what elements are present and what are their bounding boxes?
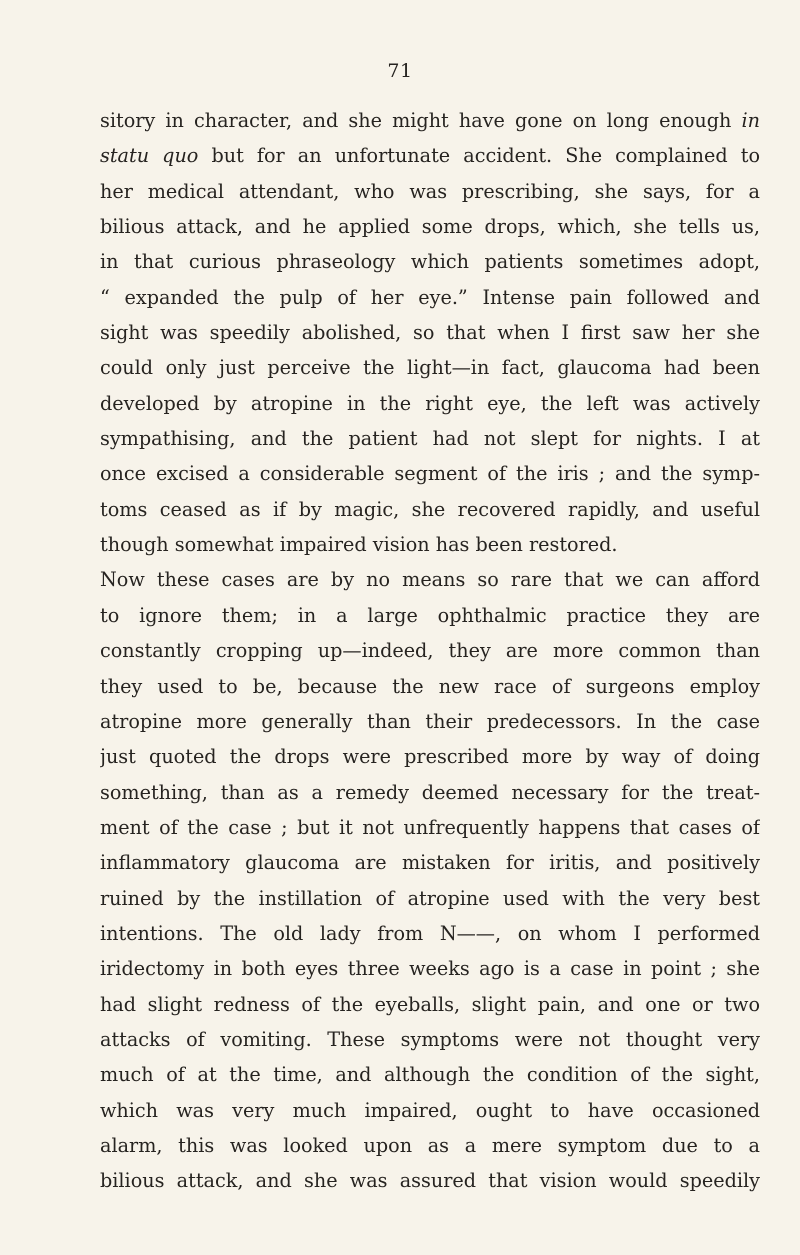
text-run: constantly cropping up—indeed, they are more common than xyxy=(100,639,760,663)
text-line xyxy=(100,987,760,1022)
text-run: in that curious phraseology which patients sometimes adopt, xyxy=(100,250,760,274)
text-line xyxy=(100,350,760,385)
text-line xyxy=(100,951,760,986)
text-line xyxy=(100,386,760,421)
text-run: toms ceased as if by magic, she recovered rapidly, and useful xyxy=(100,497,760,521)
body-text xyxy=(100,103,760,1199)
text-run: sitory in character, and she might have gone on long enough xyxy=(100,109,742,132)
text-line xyxy=(100,315,760,350)
text-run: attacks of vomiting. These symptoms were not thought very xyxy=(100,1027,760,1051)
text-line xyxy=(100,209,760,244)
page-number: 71 xyxy=(387,60,413,82)
text-line xyxy=(100,421,760,456)
italic-text-run: in xyxy=(741,109,760,132)
text-run: sight was speedily abolished, so that when I first saw her she xyxy=(100,321,760,345)
text-line xyxy=(100,244,760,279)
text-run: bilious attack, and he applied some drops, which, she tells us, xyxy=(100,215,760,239)
text-line xyxy=(100,598,760,633)
text-line xyxy=(100,456,760,491)
text-run: they used to be, because the new race of surgeons employ xyxy=(100,674,760,698)
text-run: had slight redness of the eyeballs, slight pain, and one or two xyxy=(100,992,760,1016)
text-line xyxy=(100,492,760,527)
text-line xyxy=(100,174,760,209)
text-line xyxy=(100,1057,760,1092)
text-run: something, than as a remedy deemed necessary for the treat- xyxy=(100,780,760,804)
text-line xyxy=(100,562,760,597)
italic-text-run: statu quo xyxy=(100,144,199,168)
text-line xyxy=(100,916,760,951)
text-line xyxy=(100,845,760,880)
text-run: alarm, this was looked upon as a mere symptom due to a xyxy=(100,1133,760,1157)
text-run: much of at the time, and although the condition of the sight, xyxy=(100,1063,760,1087)
text-line xyxy=(100,810,760,845)
text-run: though somewhat impaired vision has been restored. xyxy=(100,533,618,557)
text-line xyxy=(100,739,760,774)
text-line xyxy=(100,280,760,315)
text-line xyxy=(100,633,760,668)
text-run: inflammatory glaucoma are mistaken for iritis, and positively xyxy=(100,851,760,875)
text-run: sympathising, and the patient had not slept for nights. I at xyxy=(100,427,760,451)
text-line xyxy=(100,1022,760,1057)
text-run: atropine more generally than their predecessors. In the case xyxy=(100,709,760,733)
text-run: bilious attack, and she was assured that vision would speedily xyxy=(100,1169,760,1193)
text-line xyxy=(100,1163,760,1198)
text-run: intentions. The old lady from N——, on whom I performed xyxy=(100,921,760,945)
text-run: to ignore them; in a large ophthalmic practice they are xyxy=(100,603,760,627)
text-run: Now these cases are by no means so rare that we can afford xyxy=(100,568,760,592)
text-run: once excised a considerable segment of the iris ; and the symp- xyxy=(100,462,760,486)
text-run: iridectomy in both eyes three weeks ago is a case in point ; she xyxy=(100,957,760,981)
text-line xyxy=(100,138,760,173)
text-run: could only just perceive the light—in fact, glaucoma had been xyxy=(100,356,760,380)
text-run: ment of the case ; but it not unfrequently happens that cases of xyxy=(100,815,760,839)
text-line xyxy=(100,1093,760,1128)
text-run: her medical attendant, who was prescribing, she says, for a xyxy=(100,179,760,203)
text-run: but for an unfortunate accident. She complained to xyxy=(198,144,760,168)
text-line xyxy=(100,103,760,138)
text-line xyxy=(100,1128,760,1163)
text-run: just quoted the drops were prescribed more by way of doing xyxy=(100,745,760,769)
text-run: “ expanded the pulp of her eye.” Intense pain followed and xyxy=(100,285,760,309)
text-line xyxy=(100,704,760,739)
text-line xyxy=(100,881,760,916)
text-line xyxy=(100,775,760,810)
text-line xyxy=(100,527,760,562)
text-line xyxy=(100,669,760,704)
text-run: which was very much impaired, ought to have occasioned xyxy=(100,1098,760,1122)
text-run: ruined by the instillation of atropine used with the very best xyxy=(100,886,760,910)
text-run: developed by atropine in the right eye, the left was actively xyxy=(100,391,760,415)
